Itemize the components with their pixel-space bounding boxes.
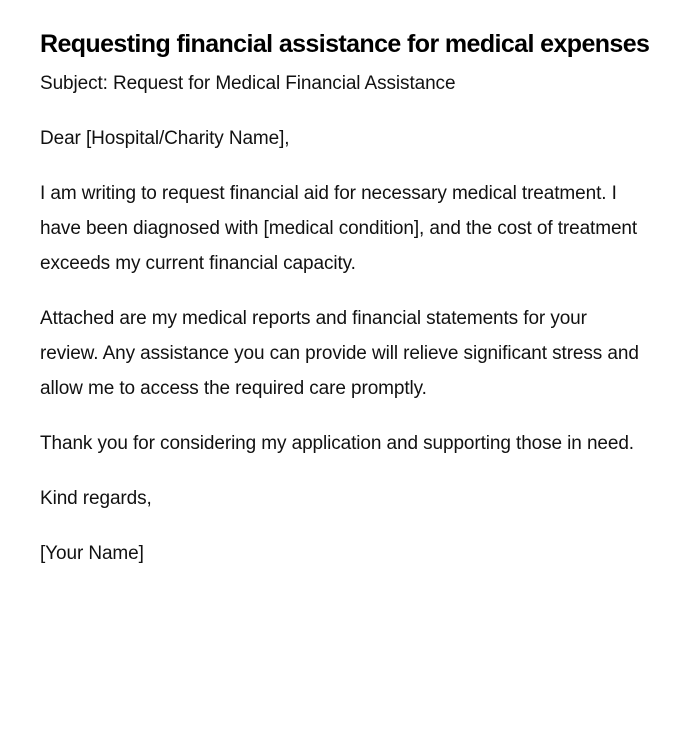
salutation: Dear [Hospital/Charity Name], — [40, 128, 290, 149]
body-paragraph-request: I am writing to request financial aid for necessary medical treatment. I have been diagnosed with [medical condition], and the cost of treatment exceeds my current financial capacity. — [40, 183, 638, 274]
letter-document — [40, 22, 650, 591]
document-title: Requesting financial assistance for medical expenses — [40, 30, 650, 58]
closing: Kind regards, — [40, 488, 152, 509]
signature: [Your Name] — [40, 543, 144, 564]
body-paragraph-thanks: Thank you for considering my application and supporting those in need. — [40, 433, 634, 454]
body-paragraph-attachments: Attached are my medical reports and financial statements for your review. Any assistance you can provide will relieve significant stress and allow me to access the required care promptly. — [40, 308, 639, 399]
subject-line: Subject: Request for Medical Financial Assistance — [40, 73, 456, 94]
